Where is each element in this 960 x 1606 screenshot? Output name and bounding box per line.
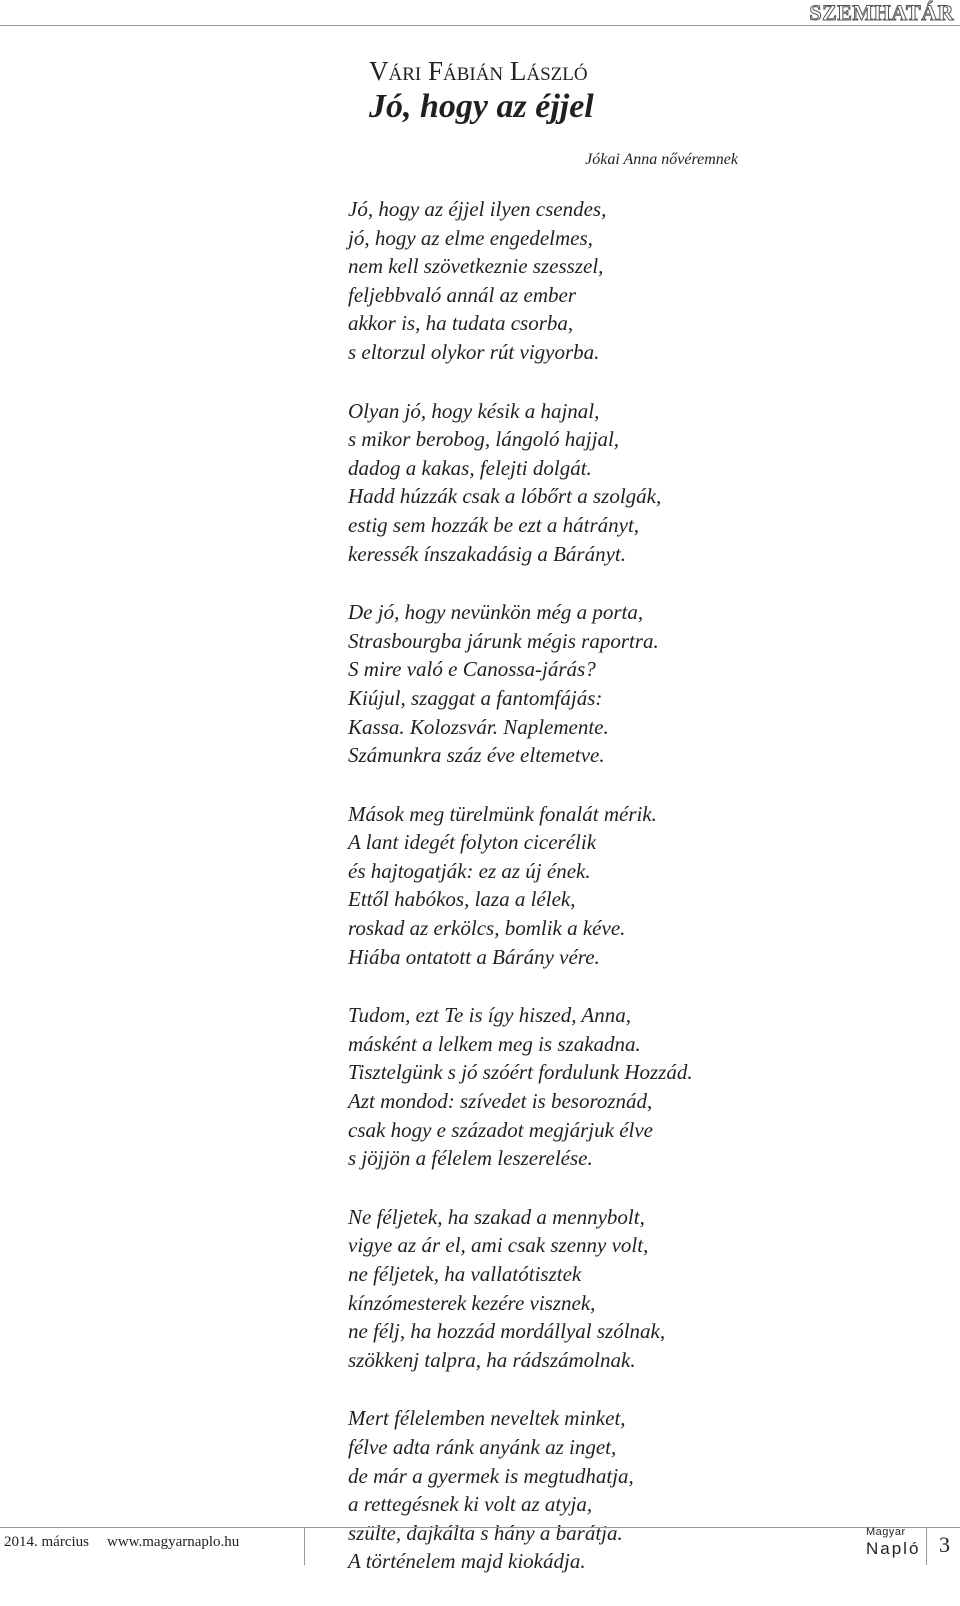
poem-line: Kiújul, szaggat a fantomfájás: — [348, 685, 603, 710]
footer-divider — [304, 1527, 305, 1565]
poem-line: kínzómesterek kezére visznek, — [348, 1290, 596, 1315]
poem-line: de már a gyermek is megtudhatja, — [348, 1463, 634, 1488]
poem-line: s eltorzul olykor rút vigyorba. — [348, 339, 600, 364]
poem-line: keressék ínszakadásig a Bárányt. — [348, 541, 627, 566]
poem-line: Ettől habókos, laza a lélek, — [348, 887, 576, 912]
poem-line: és hajtogatják: ez az új ének. — [348, 858, 591, 883]
stanza — [348, 1001, 928, 1173]
website-link[interactable]: www.magyarnaplo.hu — [106, 1534, 240, 1550]
poem-line: vigye az ár el, ami csak szenny volt, — [348, 1233, 649, 1258]
stanza — [348, 800, 928, 972]
page-number-divider — [926, 1527, 927, 1565]
poem-line: nem kell szövetkeznie szesszel, — [348, 254, 604, 279]
poem-line: Olyan jó, hogy késik a hajnal, — [348, 398, 600, 423]
poem-line: akkor is, ha tudata csorba, — [348, 311, 574, 336]
poem-line: csak hogy e századot megjárjuk élve — [348, 1117, 654, 1142]
poem-line: a rettegésnek ki volt az atyja, — [348, 1492, 593, 1517]
stanza — [348, 397, 928, 569]
poem-line: estig sem hozzák be ezt a hátrányt, — [348, 512, 640, 537]
poem-line: De jó, hogy nevünkön még a porta, — [348, 600, 644, 625]
poem-line: feljebbvaló annál az ember — [348, 282, 577, 307]
poem-line: ne féljetek, ha vallatótisztek — [348, 1262, 582, 1286]
logo-top-text: Magyar — [866, 1526, 906, 1538]
stanza — [348, 1404, 928, 1576]
poem-line: ne félj, ha hozzád mordállyal szólnak, — [348, 1319, 666, 1344]
poem-line: A történelem majd kiokádja. — [348, 1549, 586, 1574]
header-rule — [0, 25, 960, 26]
poem-line: Hiába ontatott a Bárány vére. — [348, 944, 600, 969]
poem-line: A lant idegét folyton cicerélik — [348, 830, 597, 855]
footer-info — [4, 1532, 257, 1552]
poem-line: szülte, dajkálta s hány a barátja. — [348, 1520, 623, 1545]
poem-line: szökkenj talpra, ha rádszámolnak. — [348, 1347, 636, 1372]
poem-line: dadog a kakas, felejti dolgát. — [348, 455, 592, 480]
poem-line: Jó, hogy az éjjel ilyen csendes, — [348, 197, 607, 221]
poem-title: Jó, hogy az éjjel — [369, 88, 594, 125]
page-number: 3 — [939, 1532, 950, 1557]
poem-line: Kassa. Kolozsvár. Naplemente. — [348, 714, 609, 739]
poem-line: roskad az erkölcs, bomlik a kéve. — [348, 916, 626, 941]
section-label: SZEMHATÁR — [801, 0, 954, 25]
footer-rule — [0, 1527, 960, 1528]
author-name: Vári Fábián László — [369, 56, 588, 86]
poem-line: Számunkra száz éve eltemetve. — [348, 743, 605, 768]
issue-date: 2014. március — [4, 1534, 89, 1550]
poem-line: Mások meg türelmünk fonalát mérik. — [348, 801, 657, 826]
poem-line: jó, hogy az elme engedelmes, — [348, 225, 593, 250]
poem-line: Tisztelgünk s jó szóért fordulunk Hozzád. — [348, 1060, 693, 1085]
poem-body — [348, 195, 928, 1606]
stanza — [348, 1203, 928, 1375]
stanza — [348, 195, 928, 367]
logo-bottom-text: Napló — [866, 1539, 921, 1558]
poem-line: félve adta ránk anyánk az inget, — [348, 1434, 617, 1459]
poem-line: Hadd húzzák csak a lóbőrt a szolgák, — [348, 484, 662, 509]
poem-line: s mikor berobog, lángoló hajjal, — [348, 427, 620, 452]
poem-line: másként a lelkem meg is szakadna. — [348, 1031, 641, 1056]
magazine-logo — [866, 1525, 920, 1559]
poem-line: Mert félelemben neveltek minket, — [348, 1406, 626, 1431]
poem-line: Ne féljetek, ha szakad a mennybolt, — [348, 1204, 645, 1229]
stanza — [348, 598, 928, 770]
poem-line: Azt mondod: szívedet is besoroznád, — [348, 1089, 653, 1114]
poem-line: Tudom, ezt Te is így hiszed, Anna, — [348, 1003, 631, 1028]
poem-line: S mire való e Canossa-járás? — [348, 657, 596, 682]
poem-line: Strasbourgba járunk mégis raportra. — [348, 628, 659, 653]
poem-line: s jöjjön a félelem leszerelése. — [348, 1146, 593, 1171]
dedication: Jókai Anna nővéremnek — [585, 151, 738, 168]
